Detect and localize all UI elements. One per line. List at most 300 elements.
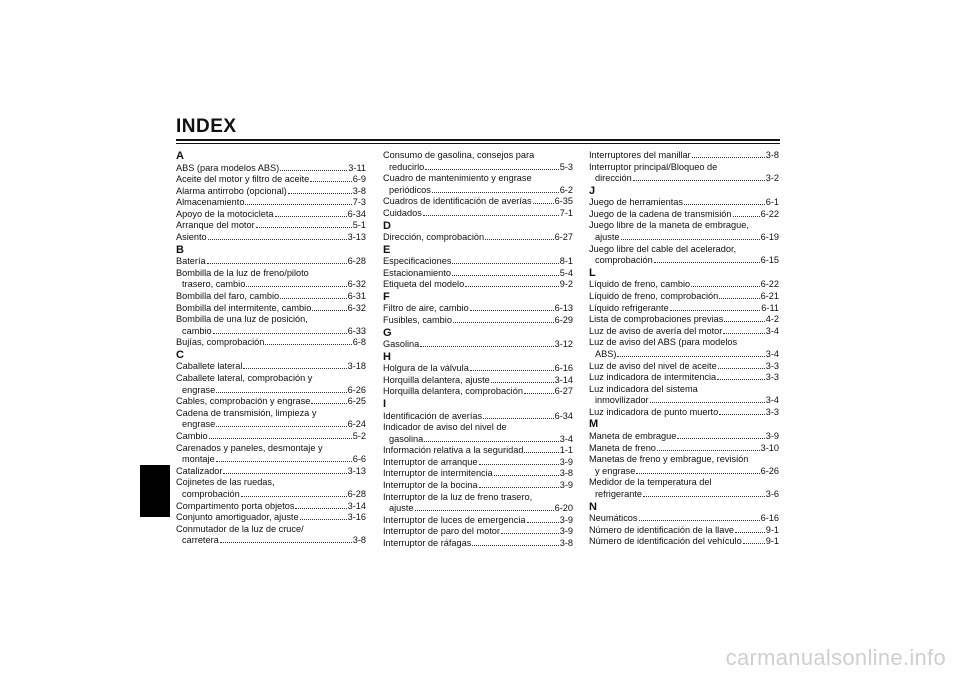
chapter-tab-marker — [140, 465, 170, 517]
index-entry — [176, 419, 366, 431]
index-entry-text: Juego de herramientas — [589, 197, 683, 208]
index-entry-text: Luz indicadora de intermitencia — [589, 372, 717, 383]
index-page-number: 3-8 — [559, 538, 573, 549]
index-entry — [589, 303, 779, 315]
dot-leader — [415, 510, 554, 511]
index-entry — [176, 489, 366, 501]
index-page-number: 6-1 — [765, 197, 779, 208]
index-page-number: 3-9 — [559, 526, 573, 537]
dot-leader — [479, 464, 559, 465]
dot-leader — [209, 438, 352, 439]
index-entry — [589, 513, 779, 525]
index-entry — [176, 220, 366, 232]
index-entry — [383, 538, 573, 550]
index-entry-text: y engrase — [595, 465, 636, 476]
index-entry — [383, 196, 573, 208]
index-entry-text: Maneta de embrague — [589, 430, 677, 441]
dot-leader — [207, 263, 347, 264]
index-page-number: 6-34 — [347, 208, 366, 219]
index-entry — [589, 326, 779, 338]
index-page-number: 3-12 — [554, 339, 573, 350]
index-entry — [176, 209, 366, 221]
index-entry — [176, 326, 366, 338]
index-entry — [589, 255, 779, 267]
index-page-number: 7-3 — [352, 197, 366, 208]
index-letter-heading: N — [589, 500, 597, 513]
index-entry-text: Luz de aviso del ABS (para modelos — [589, 337, 738, 348]
index-page-number: 4-2 — [765, 314, 779, 325]
index-page-number: 3-4 — [765, 395, 779, 406]
index-entry-text: Bujías, comprobación — [176, 337, 265, 348]
index-page-number: 9-2 — [559, 279, 573, 290]
index-entry-text: Fusibles, cambio — [383, 315, 452, 326]
index-entry — [383, 208, 573, 220]
index-entry-text: reducirlo — [389, 161, 425, 172]
index-entry-text: Interruptor principal/Bloqueo de — [589, 161, 718, 172]
index-page-number: 9-1 — [765, 536, 779, 547]
index-entry — [176, 431, 366, 443]
index-entry-text: Cables, comprobación y engrase — [176, 396, 311, 407]
index-page-number: 3-13 — [347, 232, 366, 243]
index-page-number: 3-14 — [554, 374, 573, 385]
dot-leader — [216, 426, 346, 427]
index-entry — [383, 303, 573, 315]
watermark-footer: carmanualsonline.info — [725, 645, 946, 670]
index-entry-text: Especificaciones — [383, 256, 452, 267]
index-entry — [589, 443, 779, 455]
index-page-number: 6-16 — [760, 513, 779, 524]
index-entry — [589, 525, 779, 537]
index-entry-text: Asiento — [176, 232, 207, 243]
index-entry — [589, 466, 779, 478]
index-page-number: 3-16 — [347, 512, 366, 523]
index-entry-text: Aceite del motor y filtro de aceite — [176, 174, 310, 185]
index-entry-text: trasero, cambio — [182, 279, 246, 290]
index-page-number: 6-11 — [761, 302, 779, 313]
index-page-number: 3-4 — [765, 348, 779, 359]
index-entry-text: Apoyo de la motocicleta — [176, 208, 274, 219]
index-entry — [176, 197, 366, 209]
index-page-number: 3-6 — [765, 488, 779, 499]
index-entry-text: Identificación de averías — [383, 410, 483, 421]
dot-leader — [241, 496, 347, 497]
index-entry — [383, 480, 573, 492]
index-entry-text: Interruptores del manillar — [589, 150, 691, 160]
dot-leader — [621, 239, 760, 240]
index-entry — [383, 445, 573, 457]
index-letter-heading: J — [589, 184, 596, 197]
index-entry-text: Lista de comprobaciones previas — [589, 314, 724, 325]
index-entry-text: ajuste — [595, 232, 620, 243]
dot-leader — [280, 298, 346, 299]
index-entry-text: gasolina — [389, 433, 424, 444]
index-entry-text: Medidor de la temperatura del — [589, 477, 712, 488]
index-entry — [383, 339, 573, 351]
index-page-number: 3-3 — [765, 360, 779, 371]
index-page-number: 6-13 — [554, 303, 573, 314]
dot-leader — [432, 192, 559, 193]
index-entry-text: Holgura de la válvula — [383, 363, 469, 374]
index-entry-text: engrase — [182, 384, 216, 395]
index-entry-text: Interruptor de luces de emergencia — [383, 514, 526, 525]
index-entry — [383, 386, 573, 398]
index-page-number: 3-8 — [352, 535, 366, 546]
index-entry — [589, 536, 779, 548]
dot-leader — [719, 414, 764, 415]
dot-leader — [617, 356, 764, 357]
index-page-number: 6-32 — [347, 279, 366, 290]
dot-leader — [220, 542, 352, 543]
index-page-number: 3-3 — [765, 372, 779, 383]
index-page-number: 3-18 — [347, 361, 366, 372]
index-entry-text: Líquido de freno, cambio — [589, 279, 691, 290]
index-entry-text: Indicador de aviso del nivel de — [383, 422, 507, 433]
index-column-1 — [176, 150, 366, 547]
dot-leader — [453, 322, 554, 323]
index-page-number: 6-27 — [554, 386, 573, 397]
index-entry-text: carretera — [182, 535, 219, 546]
dot-leader — [470, 310, 554, 311]
index-page-number: 6-6 — [352, 454, 366, 465]
dot-leader — [485, 239, 554, 240]
index-entry-text: Líquido de freno, comprobación — [589, 290, 719, 301]
index-entry — [383, 411, 573, 423]
index-entry — [383, 515, 573, 527]
dot-leader — [670, 310, 761, 311]
index-page-number: 6-26 — [760, 465, 779, 476]
index-page-number: 3-11 — [348, 162, 366, 173]
dot-leader — [524, 452, 558, 453]
index-entry-text: Almacenamiento — [176, 197, 245, 208]
index-entry-text: Caballete lateral, comprobación y — [176, 373, 313, 383]
dot-leader — [718, 368, 765, 369]
dot-leader — [691, 286, 759, 287]
dot-leader — [424, 441, 558, 442]
dot-leader — [425, 169, 558, 170]
index-entry-text: Cuadro de mantenimiento y engrase — [383, 173, 532, 184]
index-page-number: 3-8 — [559, 468, 573, 479]
index-entry-text: Bombilla del intermitente, cambio — [176, 302, 312, 313]
index-letter-heading: A — [176, 150, 184, 162]
index-page-number: 3-9 — [559, 514, 573, 525]
index-entry-text: Dirección, comprobación — [383, 232, 485, 243]
index-page-number: 6-28 — [347, 256, 366, 267]
index-page-number: 6-20 — [554, 503, 573, 514]
index-page-number: 6-27 — [554, 232, 573, 243]
index-entry-text: Alarma antirrobo (opcional) — [176, 185, 287, 196]
index-entry — [589, 489, 779, 501]
index-entry — [383, 457, 573, 469]
index-page-number: 3-2 — [765, 173, 779, 184]
index-entry — [589, 372, 779, 384]
index-entry — [589, 395, 779, 407]
index-page-number: 6-21 — [760, 290, 779, 301]
dot-leader — [650, 402, 765, 403]
index-entry — [383, 162, 573, 174]
dot-leader — [213, 333, 347, 334]
index-column-3 — [589, 150, 779, 548]
index-page-number: 6-16 — [554, 363, 573, 374]
index-page-number: 6-8 — [352, 337, 366, 348]
index-letter-heading: H — [383, 350, 391, 363]
dot-leader — [256, 227, 352, 228]
dot-leader — [501, 533, 559, 534]
dot-leader — [735, 532, 765, 533]
index-letter-heading: D — [383, 219, 391, 232]
title-rule-thin — [176, 143, 780, 144]
index-entry-text: Interruptor de intermitencia — [383, 468, 493, 479]
index-entry-text: Maneta de freno — [589, 442, 656, 453]
index-entry — [176, 174, 366, 186]
index-letter-heading: M — [589, 418, 599, 431]
index-page-number: 3-8 — [352, 185, 366, 196]
dot-leader — [524, 393, 554, 394]
index-entry-text: Luz de aviso del nivel de aceite — [589, 360, 717, 371]
dot-leader — [208, 239, 347, 240]
dot-leader — [533, 203, 554, 204]
index-entry — [383, 232, 573, 244]
index-entry-text: Cadena de transmisión, limpieza y — [176, 407, 317, 418]
dot-leader — [312, 310, 346, 311]
index-page-number: 3-10 — [760, 442, 779, 453]
dot-leader — [275, 216, 347, 217]
index-entry-text: Gasolina — [383, 339, 420, 350]
index-entry — [383, 256, 573, 268]
index-entry-text: ABS) — [595, 348, 617, 359]
index-entry — [589, 150, 779, 162]
index-page-number: 6-25 — [347, 396, 366, 407]
index-entry-text: engrase — [182, 419, 216, 430]
dot-leader — [639, 520, 760, 521]
index-entry — [383, 434, 573, 446]
index-page-number: 3-9 — [559, 456, 573, 467]
index-entry-text: Caballete lateral — [176, 361, 243, 372]
index-letter-heading: I — [383, 398, 387, 410]
index-page-number: 6-26 — [347, 384, 366, 395]
dot-leader — [684, 204, 765, 205]
dot-leader — [216, 392, 346, 393]
index-entry — [589, 361, 779, 373]
index-entry-text: Manetas de freno y embrague, revisión — [589, 454, 749, 465]
index-entry-text: ajuste — [389, 503, 414, 514]
index-entry-text: comprobación — [182, 488, 240, 499]
index-entry-text: Juego libre del cable del acelerador, — [589, 243, 737, 254]
index-page-number: 3-4 — [559, 433, 573, 444]
index-page-number: 6-33 — [347, 325, 366, 336]
dot-leader — [310, 181, 351, 182]
index-entry-text: Juego de la cadena de transmisión — [589, 208, 732, 219]
index-entry — [176, 163, 366, 175]
index-page-number: 3-13 — [347, 465, 366, 476]
dot-leader — [479, 487, 559, 488]
dot-leader — [633, 180, 765, 181]
index-entry-text: Juego libre de la maneta de embrague, — [589, 220, 749, 231]
index-entry-text: Interruptor de ráfagas — [383, 538, 472, 549]
index-entry-text: Cuidados — [383, 207, 422, 218]
index-entry-text: inmovilizador — [595, 395, 649, 406]
index-letter-heading: C — [176, 348, 184, 361]
index-entry — [589, 279, 779, 291]
dot-leader — [243, 368, 346, 369]
index-page-number: 8-1 — [559, 256, 573, 267]
dot-leader — [245, 204, 351, 205]
index-page-number: 5-3 — [559, 161, 573, 172]
index-entry-text: Información relativa a la seguridad — [383, 445, 524, 456]
index-letter-heading: G — [383, 326, 392, 339]
index-page-number: 5-1 — [352, 220, 366, 231]
index-entry-text: Número de identificación del vehículo — [589, 536, 742, 547]
index-entry — [383, 503, 573, 515]
index-page-number: 5-2 — [352, 430, 366, 441]
dot-leader — [717, 379, 765, 380]
index-entry — [176, 337, 366, 349]
index-page-number: 6-9 — [352, 174, 366, 185]
index-page-number: 6-28 — [347, 488, 366, 499]
dot-leader — [677, 438, 764, 439]
index-entry-text: comprobación — [595, 255, 653, 266]
index-entry-text: Número de identificación de la llave — [589, 524, 735, 535]
index-entry — [383, 185, 573, 197]
index-entry-text: Compartimento porta objetos — [176, 500, 295, 511]
index-entry-text: periódicos — [389, 184, 431, 195]
dot-leader — [452, 263, 558, 264]
index-entry-text: Batería — [176, 256, 206, 267]
index-entry-text: Etiqueta del modelo — [383, 279, 465, 290]
dot-leader — [295, 508, 346, 509]
index-entry — [176, 232, 366, 244]
dot-leader — [465, 286, 559, 287]
title-rule-thick — [176, 139, 780, 141]
index-entry — [589, 349, 779, 361]
dot-leader — [636, 473, 759, 474]
index-entry-text: Conmutador de la luz de cruce/ — [176, 523, 304, 534]
index-entry — [176, 279, 366, 291]
index-page-number: 3-4 — [765, 325, 779, 336]
dot-leader — [246, 286, 346, 287]
index-entry-text: Arranque del motor — [176, 220, 255, 231]
index-entry — [589, 314, 779, 326]
index-entry — [589, 209, 779, 221]
dot-leader — [216, 461, 352, 462]
index-entry — [589, 197, 779, 209]
index-entry-text: dirección — [595, 173, 632, 184]
index-entry-text: refrigerante — [595, 488, 642, 499]
dot-leader — [288, 193, 352, 194]
index-entry — [589, 291, 779, 303]
dot-leader — [470, 370, 554, 371]
index-page-number: 6-32 — [347, 302, 366, 313]
index-entry-text: Catalizador — [176, 465, 223, 476]
index-entry-text: Conjunto amortiguador, ajuste — [176, 512, 299, 523]
index-page-number: 3-8 — [765, 150, 779, 160]
index-page-number: 6-2 — [559, 184, 573, 195]
dot-leader — [483, 418, 554, 419]
index-entry — [176, 466, 366, 478]
dot-leader — [724, 321, 764, 322]
index-entry-text: Filtro de aire, cambio — [383, 303, 469, 314]
dot-leader — [300, 519, 347, 520]
index-letter-heading: F — [383, 290, 390, 303]
index-letter-heading: B — [176, 243, 184, 256]
index-entry-text: Interruptor de arranque — [383, 456, 478, 467]
index-page-number: 6-29 — [554, 315, 573, 326]
index-page-number: 7-1 — [559, 207, 573, 218]
dot-leader — [643, 496, 765, 497]
index-entry — [383, 363, 573, 375]
dot-leader — [265, 344, 351, 345]
index-page-number: 6-15 — [760, 255, 779, 266]
index-entry — [176, 385, 366, 397]
index-entry-text: Bombilla de la luz de freno/piloto — [176, 267, 309, 278]
page-title: INDEX — [176, 116, 237, 137]
index-page-number: 3-14 — [347, 500, 366, 511]
index-entry-text: Carenados y paneles, desmontaje y — [176, 442, 323, 453]
dot-leader — [223, 473, 346, 474]
index-entry — [176, 256, 366, 268]
index-entry-text: montaje — [182, 454, 215, 465]
index-entry — [383, 526, 573, 538]
dot-leader — [723, 333, 764, 334]
index-page-number: 9-1 — [765, 524, 779, 535]
index-entry-text: Cojinetes de las ruedas, — [176, 477, 275, 488]
index-entry — [176, 501, 366, 513]
dot-leader — [657, 450, 760, 451]
index-entry — [176, 512, 366, 524]
dot-leader — [452, 275, 559, 276]
index-page-number: 1-1 — [559, 445, 573, 456]
index-entry-text: Interruptor de la bocina — [383, 480, 478, 491]
dot-leader — [654, 262, 760, 263]
index-page-number: 6-31 — [347, 290, 366, 301]
index-entry-text: Luz de aviso de avería del motor — [589, 325, 723, 336]
index-page-number: 6-22 — [760, 208, 779, 219]
dot-leader — [692, 157, 765, 158]
index-entry-text: Interruptor de la luz de freno trasero, — [383, 491, 533, 502]
index-entry-text: Luz indicadora de punto muerto — [589, 406, 719, 417]
dot-leader — [420, 346, 553, 347]
index-entry-text: Bombilla del faro, cambio — [176, 290, 280, 301]
index-entry-text: cambio — [182, 325, 212, 336]
index-entry-text: Bombilla de una luz de posición, — [176, 314, 308, 325]
index-entry — [383, 375, 573, 387]
index-page-number: 3-3 — [765, 406, 779, 417]
index-entry-text: Estacionamiento — [383, 267, 451, 278]
index-entry-text: Líquido refrigerante — [589, 302, 669, 313]
index-page-number: 6-35 — [554, 196, 573, 207]
dot-leader — [494, 475, 559, 476]
index-entry — [383, 268, 573, 280]
index-letter-heading: E — [383, 243, 391, 256]
dot-leader — [719, 298, 759, 299]
index-page-number: 3-9 — [765, 430, 779, 441]
index-entry-text: Horquilla delantera, comprobación — [383, 386, 523, 397]
index-page-number: 6-19 — [760, 232, 779, 243]
index-entry-text: Interruptor de paro del motor — [383, 526, 500, 537]
dot-leader — [527, 522, 559, 523]
index-entry — [589, 407, 779, 419]
index-entry — [176, 303, 366, 315]
index-page-number: 6-22 — [760, 279, 779, 290]
dot-leader — [733, 216, 760, 217]
dot-leader — [491, 382, 554, 383]
index-entry — [176, 186, 366, 198]
index-entry-text: Cuadros de identificación de averías — [383, 196, 532, 207]
index-page-number: 6-24 — [347, 419, 366, 430]
index-entry — [589, 431, 779, 443]
index-entry-text: Neumáticos — [589, 513, 638, 524]
index-entry — [176, 535, 366, 547]
index-entry — [383, 468, 573, 480]
